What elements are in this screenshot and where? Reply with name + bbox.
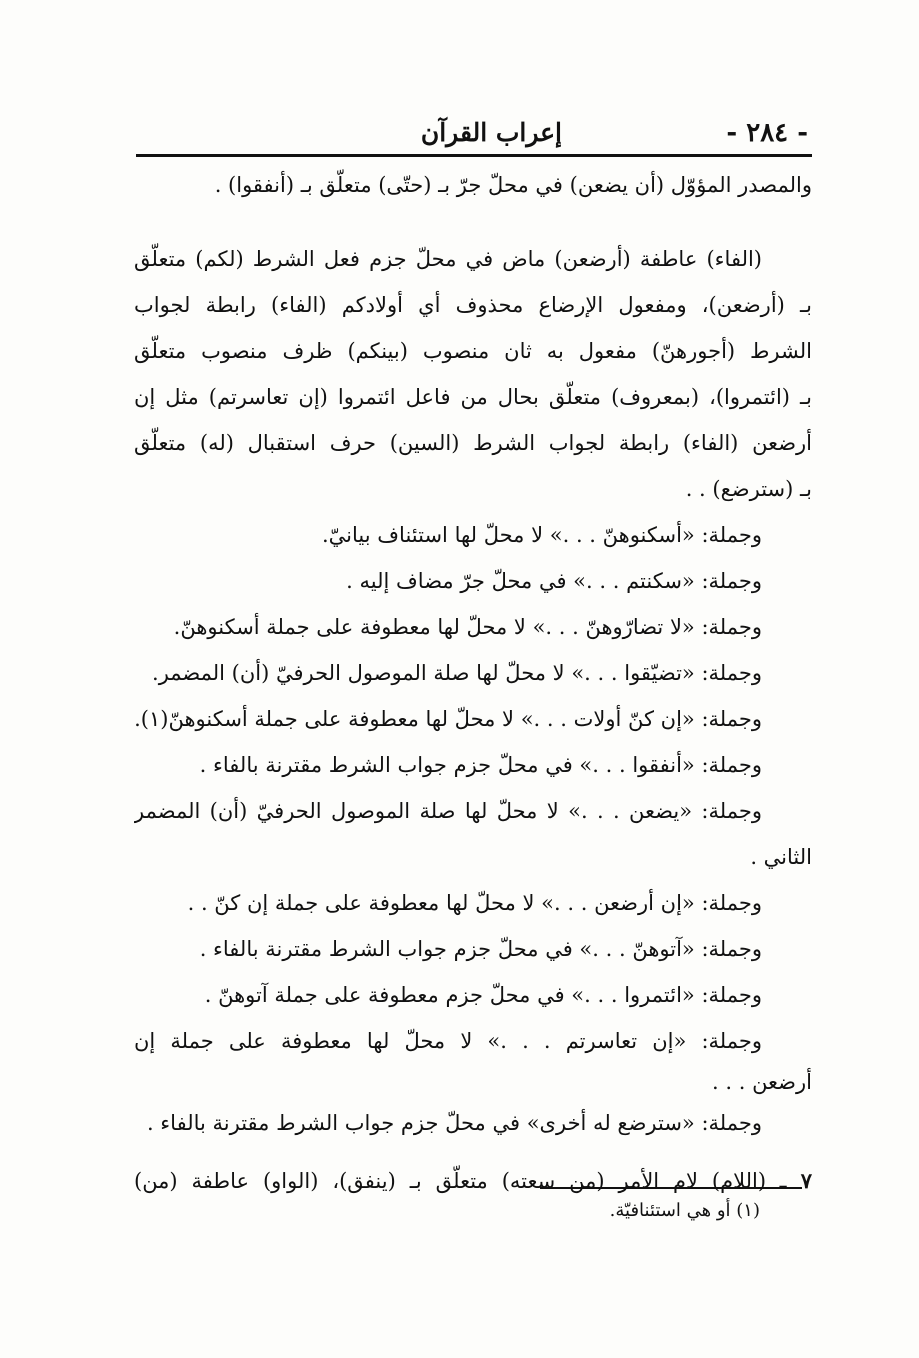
page-number: - ٢٨٤ - <box>726 118 808 148</box>
sentence-line: وجملة: «أنفقوا . . .» في محلّ جزم جواب الشرط مقترنة بالفاء . <box>199 753 762 777</box>
text-line: بـ (سترضع) . . <box>685 477 812 501</box>
sentence-line: وجملة: «أسكنوهنّ . . .» لا محلّ لها استئناف بيانيّ. <box>322 523 762 547</box>
sentence-line: وجملة: «لا تضارّوهنّ . . .» لا محلّ لها معطوفة على جملة أسكنوهنّ. <box>173 615 762 639</box>
text-line: والمصدر المؤوّل (أن يضعن) في محلّ جرّ بـ (حتّى) متعلّق بـ (أنفقوا) . <box>214 173 812 197</box>
running-title: إعراب القرآن <box>420 118 562 147</box>
sentence-line: وجملة: «آتوهنّ . . .» في محلّ جزم جواب الشرط مقترنة بالفاء . <box>199 937 762 961</box>
sentence-line: وجملة: «إن تعاسرتم . . .» لا محلّ لها معطوفة على جملة إن <box>134 1029 762 1053</box>
sentence-line: وجملة: «يضعن . . .» لا محلّ لها صلة الموصول الحرفيّ (أن) المضمر <box>134 799 762 823</box>
sentence-line: وجملة: «سكنتم . . .» في محلّ جرّ مضاف إليه . <box>346 569 762 593</box>
text-line: الشرط (أجورهنّ) مفعول به ثان منصوب (بينكم) ظرف منصوب متعلّق <box>134 339 812 363</box>
item-number: ٧ ـ <box>780 1168 812 1193</box>
sentence-line: وجملة: «ائتمروا . . .» في محلّ جزم معطوفة على جملة آتوهنّ . <box>204 983 762 1007</box>
footnote-rule <box>540 1187 802 1189</box>
header-rule <box>136 154 812 157</box>
text-line: أرضعن (الفاء) رابطة لجواب الشرط (السين) حرف استقبال (له) متعلّق <box>134 431 812 455</box>
sentence-line-continued: أرضعن . . . <box>712 1070 812 1094</box>
sentence-line: وجملة: «تضيّقوا . . .» لا محلّ لها صلة الموصول الحرفيّ (أن) المضمر. <box>152 661 762 685</box>
text-line: بـ (ائتمروا)، (بمعروف) متعلّق بحال من فاعل ائتمروا (إن تعاسرتم) مثل إن <box>134 385 812 409</box>
sentence-line-continued: الثاني . <box>750 845 812 869</box>
body-text <box>134 162 812 1204</box>
text-line: بـ (أرضعن)، ومفعول الإرضاع محذوف أي أولادكم (الفاء) رابطة لجواب <box>134 293 812 317</box>
item-text: (اللام) لام الأمر (من سعته) متعلّق بـ (ينفق)، (الواو) عاطفة (من) <box>134 1169 767 1193</box>
sentence-line: وجملة: «إن كنّ أولات . . .» لا محلّ لها معطوفة على جملة أسكنوهنّ(١). <box>134 707 762 731</box>
page-header <box>136 118 812 154</box>
text-line: (الفاء) عاطفة (أرضعن) ماض في محلّ جزم فعل الشرط (لكم) متعلّق <box>134 247 762 271</box>
sentence-line: وجملة: «إن أرضعن . . .» لا محلّ لها معطوفة على جملة إن كنّ . . <box>187 891 762 915</box>
sentence-line: وجملة: «سترضع له أخرى» في محلّ جزم جواب الشرط مقترنة بالفاء . <box>146 1111 762 1135</box>
footnote: (١) أو هي استئنافيّة. <box>609 1200 760 1221</box>
